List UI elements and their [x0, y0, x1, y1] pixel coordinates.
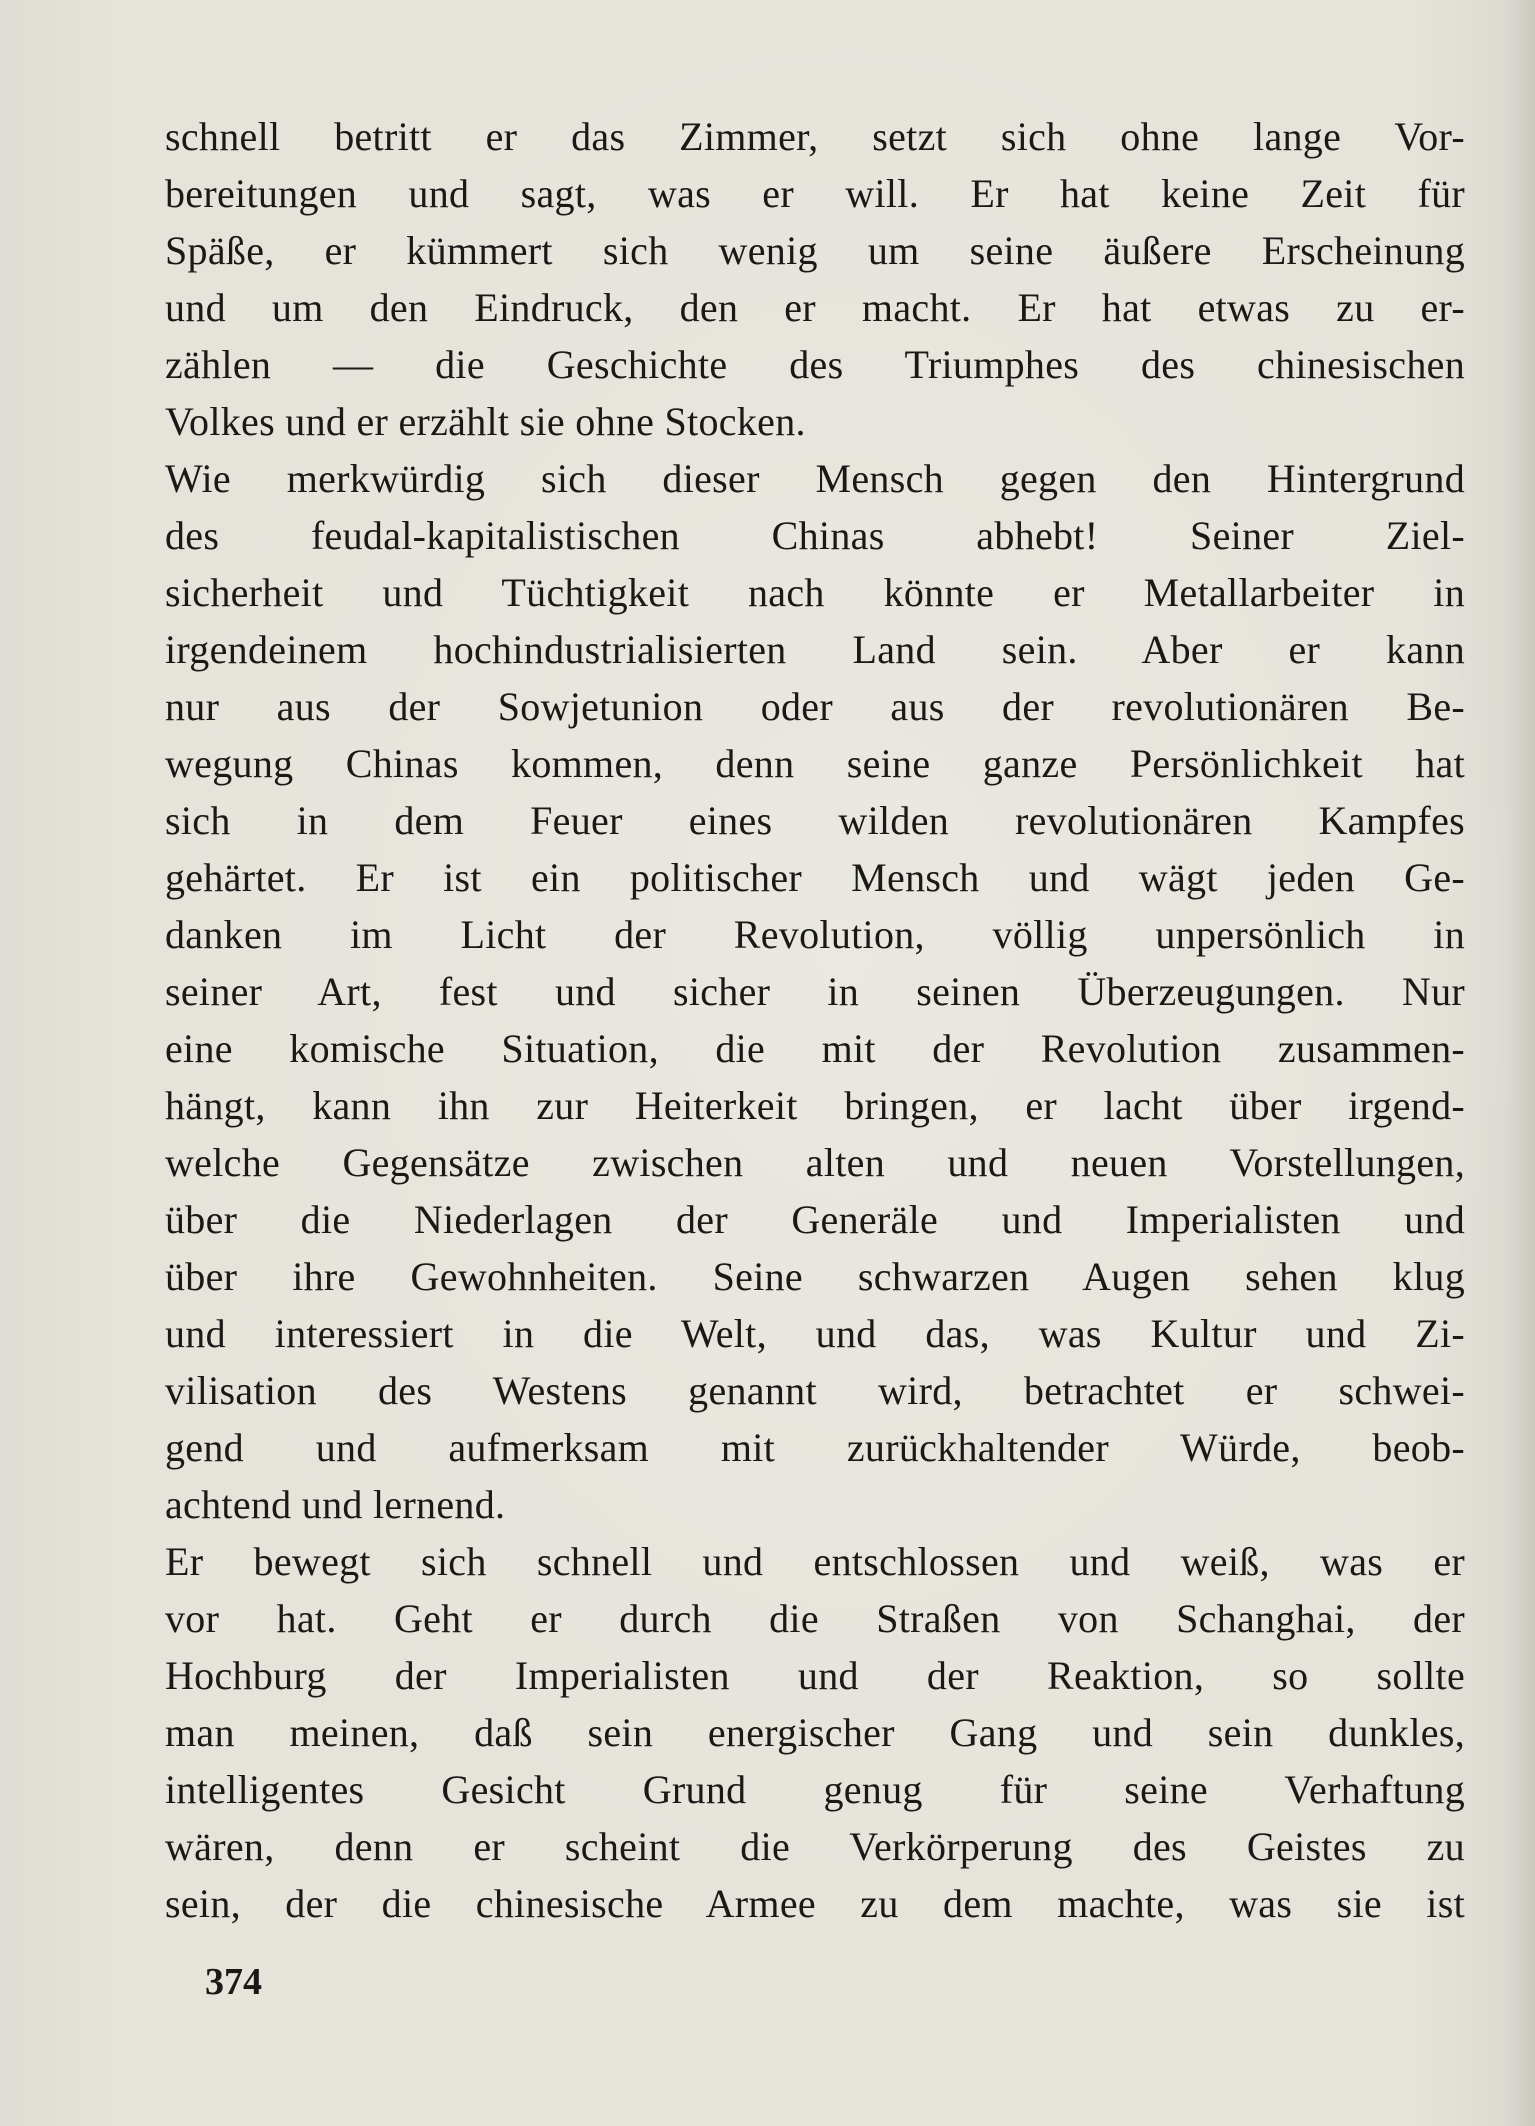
text-line: gend und aufmerksam mit zurückhaltender Würde, beob-: [165, 1425, 1465, 1470]
body-text: [165, 108, 1465, 1932]
text-line: Volkes und er erzählt sie ohne Stocken.: [165, 399, 806, 444]
text-line: seiner Art, fest und sicher in seinen Überzeugungen. Nur: [165, 969, 1465, 1014]
text-line: über die Niederlagen der Generäle und Imperialisten und: [165, 1197, 1465, 1242]
text-line: sich in dem Feuer eines wilden revolutionären Kampfes: [165, 798, 1465, 843]
text-line: vilisation des Westens genannt wird, betrachtet er schwei-: [165, 1368, 1465, 1413]
text-line: Hochburg der Imperialisten und der Reaktion, so sollte: [165, 1653, 1465, 1698]
text-line: vor hat. Geht er durch die Straßen von Schanghai, der: [165, 1596, 1465, 1641]
text-line: und interessiert in die Welt, und das, was Kultur und Zi-: [165, 1311, 1465, 1356]
page-edge-shadow: [1505, 0, 1535, 2126]
text-line: bereitungen und sagt, was er will. Er hat keine Zeit für: [165, 171, 1465, 216]
text-line: zählen — die Geschichte des Triumphes des chinesischen: [165, 342, 1465, 387]
text-line: gehärtet. Er ist ein politischer Mensch und wägt jeden Ge-: [165, 855, 1465, 900]
text-line: man meinen, daß sein energischer Gang und sein dunkles,: [165, 1710, 1465, 1755]
text-line: intelligentes Gesicht Grund genug für seine Verhaftung: [165, 1767, 1465, 1812]
page-number: 374: [205, 1961, 262, 2003]
text-line: über ihre Gewohnheiten. Seine schwarzen Augen sehen klug: [165, 1254, 1465, 1299]
text-line: Wie merkwürdig sich dieser Mensch gegen den Hintergrund: [165, 456, 1465, 501]
text-line: sein, der die chinesische Armee zu dem machte, was sie ist: [165, 1881, 1465, 1926]
text-line: danken im Licht der Revolution, völlig unpersönlich in: [165, 912, 1465, 957]
text-line: nur aus der Sowjetunion oder aus der revolutionären Be-: [165, 684, 1465, 729]
text-line: wegung Chinas kommen, denn seine ganze Persönlichkeit hat: [165, 741, 1465, 786]
text-line: welche Gegensätze zwischen alten und neuen Vorstellungen,: [165, 1140, 1465, 1185]
text-line: schnell betritt er das Zimmer, setzt sich ohne lange Vor-: [165, 114, 1465, 159]
text-line: achtend und lernend.: [165, 1482, 506, 1527]
text-line: Späße, er kümmert sich wenig um seine äußere Erscheinung: [165, 228, 1465, 273]
text-line: wären, denn er scheint die Verkörperung des Geistes zu: [165, 1824, 1465, 1869]
text-line: und um den Eindruck, den er macht. Er hat etwas zu er-: [165, 285, 1465, 330]
text-line: hängt, kann ihn zur Heiterkeit bringen, er lacht über irgend-: [165, 1083, 1465, 1128]
text-line: des feudal-kapitalistischen Chinas abhebt! Seiner Ziel-: [165, 513, 1465, 558]
text-line: sicherheit und Tüchtigkeit nach könnte er Metallarbeiter in: [165, 570, 1465, 615]
text-line: eine komische Situation, die mit der Revolution zusammen-: [165, 1026, 1465, 1071]
text-line: irgendeinem hochindustrialisierten Land sein. Aber er kann: [165, 627, 1465, 672]
text-line: Er bewegt sich schnell und entschlossen und weiß, was er: [165, 1539, 1465, 1584]
